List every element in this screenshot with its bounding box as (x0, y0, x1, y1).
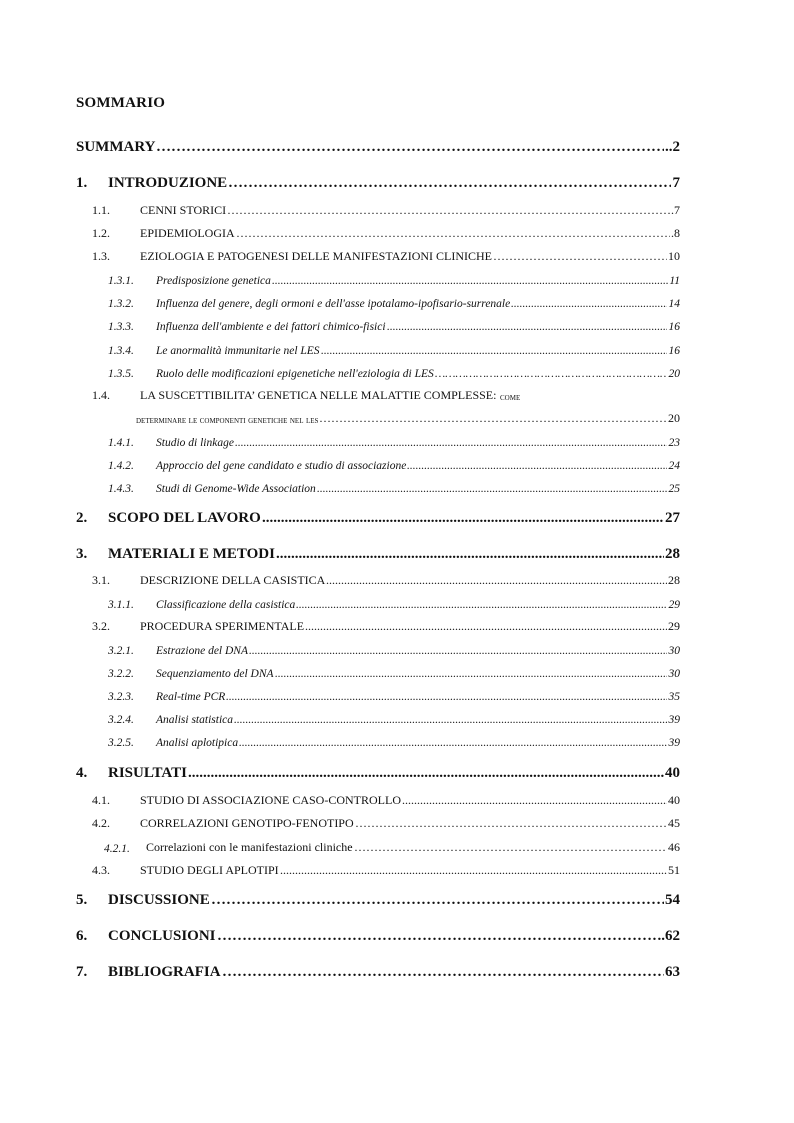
toc-entry-page: 23 (668, 437, 680, 449)
toc-entry[interactable] (0, 708, 794, 728)
toc-entry-title: EPIDEMIOLOGIA (140, 226, 235, 240)
toc-entry-title: INTRODUZIONE (108, 175, 228, 191)
toc-entry[interactable] (0, 685, 794, 705)
toc-entry-title: SUMMARY (76, 139, 156, 155)
toc-entry-title: Real-time PCR (156, 691, 226, 703)
toc-entry-page: 25 (668, 483, 680, 495)
toc-entry-title: EZIOLOGIA E PATOGENESI DELLE MANIFESTAZIONI CLINICHE (140, 249, 493, 263)
toc-entry-title: STUDIO DI ASSOCIAZIONE CASO-CONTROLLO (140, 793, 401, 807)
toc-leader-dots (239, 737, 667, 749)
toc-leader-dots (355, 816, 667, 831)
toc-leader-dots (272, 275, 668, 287)
toc-entry-title: MATERIALI E METODI (108, 546, 275, 562)
toc-entry-number: 1.3.3. (108, 321, 134, 333)
toc-entry-page: 39 (668, 714, 680, 726)
toc-leader-dots (249, 645, 667, 657)
toc-entry-page: 40 (668, 793, 680, 807)
toc-entry-title: STUDIO DEGLI APLOTIPI (140, 863, 279, 877)
toc-entry-number: 4.1. (92, 793, 110, 807)
toc-entry[interactable] (0, 200, 794, 220)
toc-leader-dots (305, 619, 667, 634)
toc-entry-title: SCOPO DEL LAVORO (108, 510, 261, 526)
toc-entry-title: Studi di Genome-Wide Association (156, 483, 316, 495)
toc-entry-page: 54 (665, 892, 680, 908)
toc-entry-title: Ruolo delle modificazioni epigenetiche nell'eziologia di LES (156, 368, 434, 380)
toc-entry-title: Analisi statistica (156, 714, 233, 726)
toc-leader-dots (319, 411, 667, 426)
toc-leader-dots (188, 765, 664, 782)
toc-leader-dots (236, 226, 670, 241)
toc-leader-dots (234, 714, 667, 726)
toc-entry-title: Analisi aplotipica (156, 737, 239, 749)
toc-entry-page: 35 (668, 691, 680, 703)
toc-entry[interactable] (0, 764, 794, 784)
toc-entry[interactable] (0, 138, 794, 158)
toc-entry-page: 29 (668, 599, 680, 611)
toc-leader-dots (326, 573, 667, 588)
toc-entry-title-tail: come (500, 392, 521, 403)
toc-entry-page: 24 (668, 460, 680, 472)
toc-leader-dots (211, 892, 664, 909)
toc-entry[interactable] (0, 813, 794, 833)
toc-entry-title: CENNI STORICI (140, 203, 227, 217)
toc-entry[interactable] (0, 315, 794, 335)
toc-entry-page: ..62 (657, 928, 680, 944)
toc-entry-page: 51 (668, 863, 680, 877)
toc-entry-number: 4.2.1. (104, 843, 130, 855)
toc-leader-dots (402, 793, 667, 808)
toc-entry-page: 20 (668, 411, 680, 425)
toc-leader-dots (222, 964, 664, 981)
toc-entry-title: Studio di linkage (156, 437, 234, 449)
toc-entry[interactable] (0, 223, 794, 243)
toc-leader-dots (226, 691, 667, 703)
toc-entry[interactable] (0, 570, 794, 590)
toc-entry[interactable] (0, 246, 794, 266)
toc-entry[interactable] (0, 860, 794, 880)
toc-entry-page: 30 (668, 645, 680, 657)
toc-entry-number: 5. (76, 892, 88, 908)
toc-entry[interactable] (0, 292, 794, 312)
toc-entry-number: 3.2.5. (108, 737, 134, 749)
toc-entry-number: 1.3.5. (108, 368, 134, 380)
toc-entry-page: .8 (671, 226, 680, 240)
toc-entry-number: 3.1. (92, 573, 110, 587)
toc-entry[interactable] (0, 431, 794, 451)
toc-entry-page: 27 (665, 510, 680, 526)
toc-leader-dots (156, 139, 664, 156)
toc-entry[interactable] (0, 174, 794, 194)
toc-entry-page: 28 (665, 546, 680, 562)
toc-entry-number: 4. (76, 765, 88, 781)
toc-entry-number: 3.2. (92, 619, 110, 633)
toc-leader-dots (354, 840, 667, 855)
toc-leader-dots (387, 321, 667, 333)
toc-entry-number: 3.1.1. (108, 599, 134, 611)
toc-entry[interactable] (0, 662, 794, 682)
toc-entry[interactable] (0, 731, 794, 751)
toc-entry-number: 1.4.3. (108, 483, 134, 495)
toc-entry-title: DISCUSSIONE (108, 892, 210, 908)
toc-leader-dots (280, 863, 667, 878)
toc-entry-number: 1.3.2. (108, 298, 134, 310)
toc-entry-number: 7. (76, 964, 88, 980)
toc-leader-dots (321, 345, 667, 357)
toc-entry-title: Influenza dell'ambiente e dei fattori chimico-fisici (156, 321, 386, 333)
page-title: SOMMARIO (76, 95, 166, 111)
toc-entry-number: 1.1. (92, 203, 110, 217)
toc-entry-number: 3.2.3. (108, 691, 134, 703)
toc-entry[interactable] (0, 963, 794, 983)
toc-leader-dots (317, 483, 667, 495)
toc-entry-title: LA SUSCETTIBILITA’ GENETICA NELLE MALATTIE COMPLESSE: (140, 388, 497, 402)
toc-entry-page: 16 (668, 345, 680, 357)
toc-leader-dots (493, 249, 667, 264)
toc-entry[interactable] (0, 454, 794, 474)
toc-entry-title: Estrazione del DNA (156, 645, 248, 657)
toc-leader-dots (296, 599, 667, 611)
toc-entry-page: 46 (668, 840, 680, 854)
toc-leader-dots (275, 668, 667, 680)
toc-entry[interactable] (0, 790, 794, 810)
toc-entry-number: 4.2. (92, 816, 110, 830)
toc-entry-page: .7 (671, 203, 680, 217)
toc-entry-number: 1. (76, 175, 88, 191)
toc-entry-page: 30 (668, 668, 680, 680)
toc-entry-page: 10 (668, 249, 680, 263)
toc-entry-page: 39 (668, 737, 680, 749)
toc-entry-number: 1.4.2. (108, 460, 134, 472)
toc-entry-page: 14 (668, 298, 680, 310)
toc-entry[interactable] (0, 408, 794, 428)
toc-entry-title: Influenza del genere, degli ormoni e dell'asse ipotalamo-ipofisario-surrenale (156, 298, 511, 310)
toc-entry-title: Predisposizione genetica (156, 275, 271, 287)
toc-entry-title: CONCLUSIONI (108, 928, 216, 944)
toc-entry-number: 2. (76, 510, 88, 526)
toc-leader-dots (435, 368, 667, 380)
toc-entry-number: 3. (76, 546, 88, 562)
toc-entry[interactable] (0, 269, 794, 289)
toc-entry[interactable] (0, 891, 794, 911)
toc-entry-number: 1.3. (92, 249, 110, 263)
toc-entry[interactable] (0, 385, 794, 405)
toc-entry[interactable] (0, 837, 794, 857)
toc-entry-title: Classificazione della casistica (156, 599, 296, 611)
toc-leader-dots (228, 175, 671, 192)
toc-entry-page: 7 (672, 175, 680, 191)
toc-entry-page: 20 (668, 368, 680, 380)
toc-entry-title: Le anormalità immunitarie nel LES (156, 345, 320, 357)
toc-leader-dots (262, 510, 664, 527)
toc-entry-number: 6. (76, 928, 88, 944)
toc-entry-page: 63 (665, 964, 680, 980)
toc-entry[interactable] (0, 593, 794, 613)
toc-entry-title: Sequenziamento del DNA (156, 668, 274, 680)
toc-entry-number: 1.4. (92, 388, 110, 402)
toc-entry-number: 1.3.4. (108, 345, 134, 357)
toc-entry-title: Correlazioni con le manifestazioni cliniche (146, 840, 353, 854)
toc-entry-title: PROCEDURA SPERIMENTALE (140, 619, 305, 633)
toc-entry-title: BIBLIOGRAFIA (108, 964, 221, 980)
toc-entry-number: 4.3. (92, 863, 110, 877)
toc-entry[interactable] (0, 616, 794, 636)
toc-entry-title: RISULTATI (108, 765, 187, 781)
toc-entry[interactable] (0, 545, 794, 565)
toc-entry-number: 1.3.1. (108, 275, 134, 287)
toc-entry-number: 1.2. (92, 226, 110, 240)
toc-leader-dots (235, 437, 667, 449)
toc-entry-number: 3.2.2. (108, 668, 134, 680)
toc-entry-title: Approccio del gene candidato e studio di associazione (156, 460, 407, 472)
toc-leader-dots (276, 546, 664, 563)
toc-entry-title: determinare le componenti genetiche nel les (136, 415, 319, 426)
toc-leader-dots (227, 203, 670, 218)
toc-entry-title: CORRELAZIONI GENOTIPO-FENOTIPO (140, 816, 354, 830)
toc-entry-title: DESCRIZIONE DELLA CASISTICA (140, 573, 326, 587)
toc-entry-page: 29 (668, 619, 680, 633)
toc-entry[interactable] (0, 477, 794, 497)
toc-entry-page: ..2 (665, 139, 680, 155)
toc-entry-number: 3.2.4. (108, 714, 134, 726)
toc-leader-dots (217, 928, 656, 945)
toc-entry-number: 3.2.1. (108, 645, 134, 657)
toc-entry-page: 28 (668, 573, 680, 587)
toc-entry-page: 11 (669, 275, 680, 287)
toc-entry-page: 45 (668, 816, 680, 830)
toc-entry[interactable] (0, 362, 794, 382)
toc-entry[interactable] (0, 927, 794, 947)
toc-entry[interactable] (0, 509, 794, 529)
toc-leader-dots (511, 298, 667, 310)
toc-entry[interactable] (0, 339, 794, 359)
toc-leader-dots (407, 460, 667, 472)
toc-entry[interactable] (0, 639, 794, 659)
toc-entry-page: 40 (665, 765, 680, 781)
toc-entry-number: 1.4.1. (108, 437, 134, 449)
toc-entry-page: 16 (668, 321, 680, 333)
